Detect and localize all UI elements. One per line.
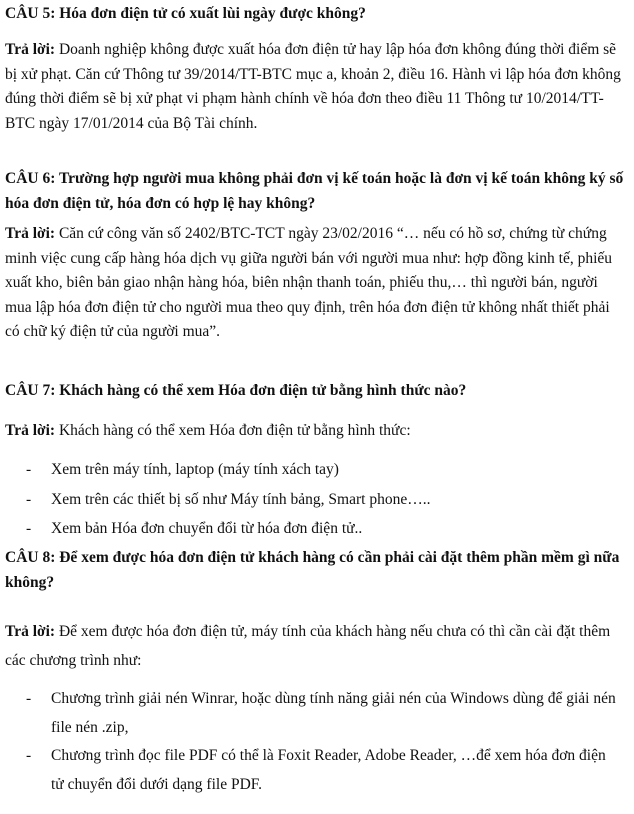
list-item-text: Chương trình giải nén Winrar, hoặc dùng tính năng giải nén của Windows dùng để giải nén file nén .zip, <box>51 690 616 736</box>
answer-label: Trả lời: <box>5 422 56 439</box>
answer-text: Để xem được hóa đơn điện tử, máy tính của khách hàng nếu chưa có thì cần cài đặt thêm các chương trình như: <box>5 623 611 669</box>
bullet-marker: - <box>26 491 32 508</box>
bullet-marker: - <box>26 461 32 478</box>
question-5-heading: CÂU 5: Hóa đơn điện tử có xuất lùi ngày được không? <box>5 5 366 22</box>
answer-text: Căn cứ công văn số 2402/BTC-TCT ngày 23/02/2016 “… nếu có hồ sơ, chứng từ chứng minh việc cung cấp hàng hóa dịch vụ giữa người bán với người mua như: hợp đồng kinh tế, phiếu xuất kho, biên bản giao nhận hàng hóa, biên nhận thanh toán, phiếu thu,… thì người bán, người mua lập hóa đơn điện tử cho người mua theo quy định, trên hóa đơn điện tử không nhất thiết phải có chữ ký điện tử của người mua”. <box>5 225 613 340</box>
answer-8 <box>5 617 625 675</box>
bullet-marker: - <box>26 747 32 764</box>
answer-7 <box>5 419 625 444</box>
bullet-marker: - <box>26 520 32 537</box>
list-item-text: Xem trên các thiết bị số như Máy tính bảng, Smart phone….. <box>51 491 431 508</box>
answer-label: Trả lời: <box>5 225 56 242</box>
bullet-marker: - <box>26 690 32 707</box>
answer-label: Trả lời: <box>5 623 56 640</box>
list-item-text: Xem trên máy tính, laptop (máy tính xách tay) <box>51 461 339 478</box>
answer-5 <box>5 38 625 136</box>
question-7-heading: CÂU 7: Khách hàng có thể xem Hóa đơn điện tử bằng hình thức nào? <box>5 382 467 399</box>
question-6-heading: CÂU 6: Trường hợp người mua không phải đơn vị kế toán hoặc là đơn vị kế toán không ký số hóa đơn điện tử, hóa đơn có hợp lệ hay không? <box>5 170 624 212</box>
answer-text: Khách hàng có thể xem Hóa đơn điện tử bằng hình thức: <box>55 422 411 439</box>
answer-6 <box>5 222 625 345</box>
answer-text: Doanh nghiệp không được xuất hóa đơn điện tử hay lập hóa đơn không đúng thời điểm sẽ bị xử phạt. Căn cứ Thông tư 39/2014/TT-BTC mục a, khoản 2, điều 16. Hành vi lập hóa đơn không đúng thời điểm sẽ bị xử phạt vi phạm hành chính về hóa đơn theo điều 11 Thông tư 10/2014/TT-BTC ngày 17/01/2014 của Bộ Tài chính. <box>5 41 621 132</box>
answer-label: Trả lời: <box>5 41 56 58</box>
question-8-heading: CÂU 8: Để xem được hóa đơn điện tử khách hàng có cần phải cài đặt thêm phần mềm gì nữa không? <box>5 549 620 591</box>
list-item-text: Xem bản Hóa đơn chuyển đổi từ hóa đơn điện tử.. <box>51 520 363 537</box>
list-item-text: Chương trình đọc file PDF có thể là Foxit Reader, Adobe Reader, …để xem hóa đơn điện tử chuyển đổi dưới dạng file PDF. <box>51 747 606 793</box>
